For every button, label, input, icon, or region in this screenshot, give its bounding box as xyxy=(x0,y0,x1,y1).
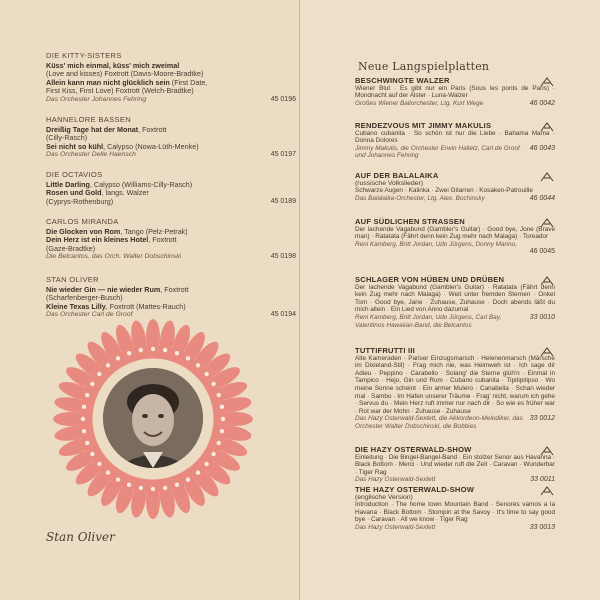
track-list: Schwarze Augen · Kalinka · Zwei Gitarren · Kosaken-Patrouille xyxy=(355,187,533,195)
song-title: Nie wieder Gin — nie wieder Rum xyxy=(46,284,161,294)
rosette-dot xyxy=(175,351,179,355)
rosette-dot xyxy=(139,348,143,352)
single-entry xyxy=(46,276,296,320)
song-title: Dein Herz ist ein kleines Hotel xyxy=(46,235,149,245)
rosette-dot xyxy=(217,393,221,397)
rosette-dot xyxy=(217,441,221,445)
song-info: , Calypso (Williams-Cilly-Rasch) xyxy=(89,179,193,189)
portrait-photo xyxy=(103,368,203,468)
song-title: Sei nicht so kühl xyxy=(46,141,104,151)
rosette-dot xyxy=(97,372,101,376)
album-subtitle: (russische Volkslieder) xyxy=(355,179,423,187)
orchestra: Die Belcantos, das Orch. Walter Dobschinski xyxy=(46,253,182,261)
performers: Reni Kamberg, Britt Jordan, Udo Jürgens, Donny Marino, xyxy=(355,240,517,248)
rosette-dot xyxy=(163,486,167,490)
catalog-number: 46 0044 xyxy=(529,194,555,202)
album-entry xyxy=(355,446,555,484)
performers: Jimmy Makulis, die Orchester Erwin Halletz, Carl de Groof und Johannes Fehring xyxy=(355,144,520,160)
record-speed-icon xyxy=(540,347,554,357)
rosette-dot xyxy=(186,477,190,481)
song-info: , Foxtrott (Mattes-Rauch) xyxy=(105,301,186,311)
rosette-dot xyxy=(127,351,131,355)
song-info: (Love and kisses) Foxtrott (Davis-Moore-Bradtke) xyxy=(46,69,204,79)
rosette-dot xyxy=(220,429,224,433)
rosette-dot xyxy=(204,372,208,376)
song-info: (Gaze-Bradtke) xyxy=(46,243,96,253)
rosette-dot xyxy=(175,483,179,487)
single-entry xyxy=(46,218,296,262)
song-info: , Calypso (Nowa-Lüth-Menke) xyxy=(103,141,199,151)
track-list: Der lachende Vagabund (Gambler's Guitar) · Good bye, Jone (Brave man) · Ratatata (Fährt denn kein Zug mehr nach Malaga) · Toreador xyxy=(355,225,555,241)
performers: Reni Kamberg, Britt Jordan, Udo Jürgens, Carl Bay, Valentinos Hawaiian-Band, die Belcantos xyxy=(355,313,502,329)
song-info: (Cilly-Rasch) xyxy=(46,133,88,143)
track-list: Introduction · The home town Mountain Band · Senores vamos a la Havana · Black Bottom · Stompin at the Savoy · It's time to say good bye · Caravan · All we know · Tiger Rag xyxy=(355,501,555,524)
song-info: , Foxtrott xyxy=(160,284,189,294)
track-list: Alte Kameraden · Pariser Einzugsmarsch · Helenenmarsch (Märsche im Dixieland-Stil) · Frag mich nie, was Heimweh ist · Ich sage dir Adieu · Peppino · Carabello · Solang' die Sterne glüh'n · Einmal in Tampico · Hejo, Gin und Rum · Cubano cubanita · Tipitipitipso · Wo meine Sonne scheint · Ein armer Mulero · Canabella · Schan wieder mal · Sambo · Im Hafen unserer Träume · Frag' nicht, warum ich gehe · Servus du · Mein Herz ruft immer nur nach dir · So wie es früher war · Rot war der Mohn · Zuhause · Zuhause xyxy=(355,354,555,415)
album-entry xyxy=(355,486,555,532)
artist-name: DIE KITTY-SISTERS xyxy=(46,51,122,60)
album-entry xyxy=(355,122,555,160)
album-title: THE HAZY OSTERWALD-SHOW xyxy=(355,485,475,494)
rosette-dot xyxy=(85,393,89,397)
song-info: , Foxtrott xyxy=(148,235,177,245)
rosette-dot xyxy=(204,462,208,466)
rosette-dot xyxy=(163,348,167,352)
catalog-number: 33 0013 xyxy=(529,523,555,531)
performers: Großes Wiener Ballorchester, Ltg. Kurt Wege xyxy=(355,99,484,107)
song-info: , langs. Walzer xyxy=(101,188,149,198)
record-speed-icon xyxy=(540,218,554,228)
page-title: Neue Langspielplatten xyxy=(358,60,490,73)
song-title: Die Glocken von Rom xyxy=(46,226,121,236)
rosette-dot xyxy=(90,452,94,456)
rosette-dot xyxy=(211,452,215,456)
catalog-number: 33 0011 xyxy=(530,476,555,484)
catalog-number: 46 0042 xyxy=(529,99,555,107)
album-title: BESCHWINGTE WALZER xyxy=(355,76,450,85)
album-entry xyxy=(355,218,555,256)
single-entry xyxy=(46,52,296,105)
catalog-number: 45 0189 xyxy=(270,197,296,205)
song-info: (Cyprys-Rothenburg) xyxy=(46,196,114,206)
photo-caption: Stan Oliver xyxy=(46,530,115,544)
song-title: Allein kann man nicht glücklich sein xyxy=(46,77,170,87)
artist-name: DIE OCTAVIOS xyxy=(46,170,103,179)
album-title: SCHLAGER VON HÜBEN UND DRÜBEN xyxy=(355,275,505,284)
rosette-dot xyxy=(82,429,86,433)
song-title: Dreißig Tage hat der Monat xyxy=(46,124,139,134)
song-title: Little Darling xyxy=(46,179,90,189)
song-info: First Kiss, First Love) Foxtrott (Welch-Bradtke) xyxy=(46,86,194,96)
album-title: TUTTIFRUTTI III xyxy=(355,346,415,355)
rosette-dot xyxy=(220,405,224,409)
orchestra: Das Orchester Johannes Fehring xyxy=(46,95,147,103)
song-info: (First Date, xyxy=(169,77,208,87)
catalog-number: 33 0012 xyxy=(529,415,555,423)
song-info: (Scharfenberger-Busch) xyxy=(46,293,123,303)
artist-name: STAN OLIVER xyxy=(46,275,99,284)
catalog-number: 45 0198 xyxy=(270,253,296,261)
catalog-number: 45 0194 xyxy=(270,311,296,319)
performers: Das Hazy Osterwald-Sextett xyxy=(355,476,436,484)
track-list: Der lachende Vagabund (Gambler's Guitar) · Ratatata (Fährt denn kein Zug mehr nach Malaga) · Weit unter fremden Sternen · Onkel Tom · Good bye, Jane · Zuhause, Zuhause · Doch abends läßt du mich allein · Ein Lied von Anno dazumal xyxy=(355,283,555,314)
performers: Das Balalaika-Orchester, Ltg. Alex. Bochinsky xyxy=(355,194,485,202)
album-entry xyxy=(355,77,555,107)
artist-name: CARLOS MIRANDA xyxy=(46,217,119,226)
song-title: Rosen und Gold xyxy=(46,188,102,198)
song-title: Kleine Texas Lilly xyxy=(46,301,106,311)
rosette-dot xyxy=(116,356,120,360)
album-title: AUF DER BALALAIKA xyxy=(355,171,439,180)
rosette-dot xyxy=(151,347,155,351)
record-speed-icon xyxy=(540,122,554,132)
album-entry xyxy=(355,276,555,329)
song-info: , Tango (Pelz-Petrak) xyxy=(120,226,188,236)
orchestra: Das Orchester Delle Haensch xyxy=(46,151,136,159)
rosette-dot xyxy=(106,470,110,474)
catalog-number: 45 0196 xyxy=(270,95,296,103)
artist-name: HANNELORE BASSEN xyxy=(46,115,131,124)
rosette-dot xyxy=(221,417,225,421)
rosette-dot xyxy=(186,356,190,360)
performers: Das Hazy Osterwald-Sextett, die Akkordeon-Melodiker, das Orchester Walter Dobschinski, die Bobbies xyxy=(355,415,523,430)
catalog-number: 46 0043 xyxy=(529,144,555,152)
album-title: RENDEZVOUS MIT JIMMY MAKULIS xyxy=(355,121,492,130)
track-list: Wiener Blut · Es gibt nur ein Paris (Sous les ponts de Paris) · Mondnacht auf der Alster · Luna-Walzer xyxy=(355,84,555,100)
record-speed-icon xyxy=(540,77,554,87)
orchestra: Das Orchester Carl de Groof xyxy=(46,311,133,319)
rosette-dot xyxy=(116,477,120,481)
rosette-dot xyxy=(151,487,155,491)
song-info: , Foxtrott xyxy=(138,124,167,134)
track-list: Cubano cubanita · So schön ist nur die Liebe · Bahama Mama · Donna Dolores xyxy=(355,129,555,145)
rosette-dot xyxy=(211,382,215,386)
record-speed-icon xyxy=(540,172,554,182)
rosette-dot xyxy=(82,405,86,409)
album-entry xyxy=(355,347,555,431)
record-speed-icon xyxy=(540,486,554,496)
rosette-dot xyxy=(196,363,200,367)
rosette-dot xyxy=(106,363,110,367)
rosette-dot xyxy=(97,462,101,466)
rosette-dot xyxy=(139,486,143,490)
performers: Das Hazy Osterwald-Sextett xyxy=(355,523,436,531)
catalog-number: 46 0045 xyxy=(529,248,555,256)
track-list: Einleitung · Die Bingel-Bangel-Band · Ein stolzer Senor aus Havanna · Black Bottom · Merci · Und wieder ruft die Zeit · Caravan · Wunderbar · Tiger Rag xyxy=(355,453,555,476)
catalog-number: 45 0197 xyxy=(270,151,296,159)
album-title: DIE HAZY OSTERWALD-SHOW xyxy=(355,445,472,454)
album-subtitle: (englische Version) xyxy=(355,493,413,501)
record-speed-icon xyxy=(540,446,554,456)
rosette-dot xyxy=(85,441,89,445)
rosette-dot xyxy=(127,483,131,487)
album-entry xyxy=(355,172,555,202)
record-speed-icon xyxy=(540,276,554,286)
song-title: Küss' mich einmal, küss' mich zweimal xyxy=(46,60,180,70)
rosette-dot xyxy=(196,470,200,474)
album-title: AUF SÜDLICHEN STRASSEN xyxy=(355,217,465,226)
catalog-number: 33 0010 xyxy=(529,313,555,321)
rosette-dot xyxy=(90,382,94,386)
rosette-dot xyxy=(81,417,85,421)
single-entry xyxy=(46,171,296,206)
single-entry xyxy=(46,116,296,160)
